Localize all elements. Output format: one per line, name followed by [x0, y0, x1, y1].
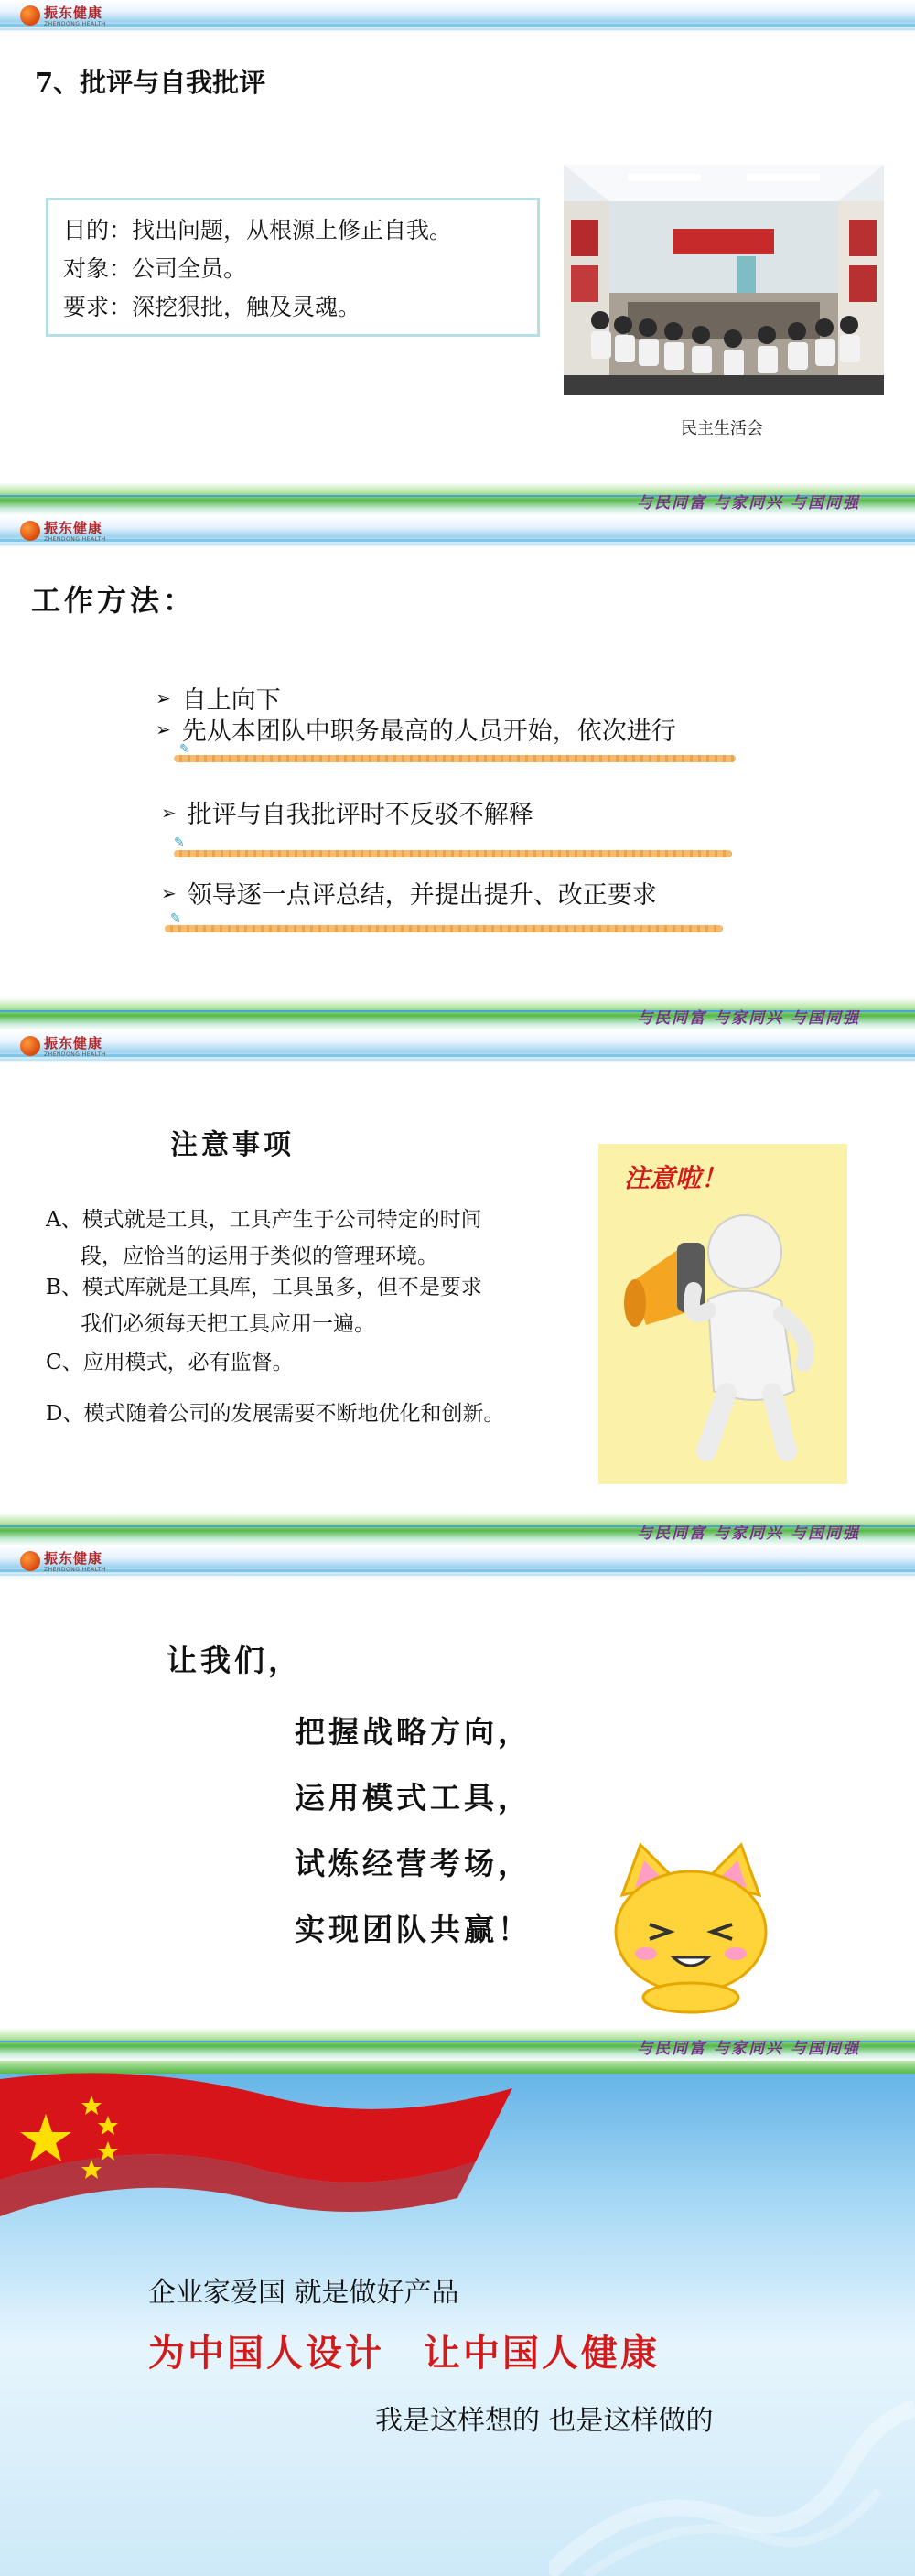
logo-icon: [20, 1551, 40, 1571]
highlight-underline: [165, 925, 723, 932]
attention-illustration: [598, 1144, 847, 1484]
photo-caption: 民主生活会: [681, 419, 763, 438]
method-item: ➢ 领导逐一点评总结，并提出提升、改正要求: [161, 881, 657, 910]
requirement-text: 要求：深挖狠批，触及灵魂。: [63, 294, 361, 320]
method-item: ➢ 批评与自我批评时不反驳不解释: [161, 801, 533, 829]
top-banner: [0, 1546, 915, 1579]
slogan: 与民同富 与家同兴 与国同强: [637, 1525, 860, 1543]
slogan: 与民同富 与家同兴 与国同强: [637, 1009, 860, 1028]
logo-icon: [20, 1036, 40, 1056]
motto-line: 运用模式工具，: [295, 1780, 532, 1816]
top-banner: [0, 1030, 915, 1063]
slide-work-method: [0, 515, 915, 1030]
slogan: 与民同富 与家同兴 与国同强: [637, 494, 860, 512]
note-item: A、模式就是工具，工具产生于公司特定的时间: [46, 1208, 482, 1232]
great-wall-watermark: [549, 2354, 915, 2576]
paperclip-icon: ✎: [174, 835, 185, 850]
page-title: 7、批评与自我批评: [35, 67, 266, 98]
note-item-continued: 段，应恰当的运用于类似的管理环境。: [81, 1245, 438, 1268]
paperclip-icon: ✎: [170, 911, 181, 926]
highlight-underline: [174, 755, 736, 762]
logo-icon: [20, 521, 40, 541]
bottom-banner: [0, 997, 915, 1030]
top-banner: [0, 0, 915, 33]
national-flag: [0, 2061, 531, 2253]
company-logo: 振东健康 ZHENDONG HEALTH: [20, 5, 106, 26]
cartoon-cat-icon: [604, 1840, 778, 2014]
patriotic-line: 我是这样想的 也是这样做的: [375, 2405, 714, 2437]
target-text: 对象：公司全员。: [63, 255, 247, 282]
top-banner: [0, 515, 915, 548]
bottom-banner: [0, 2028, 915, 2061]
slide-notes: [0, 1030, 915, 1546]
note-item: C、应用模式，必有监督。: [46, 1351, 294, 1374]
purpose-text: 目的：找出问题，从根源上修正自我。: [63, 217, 453, 243]
note-item: B、模式库就是工具库，工具虽多，但不是要求: [46, 1276, 482, 1299]
section-title: 工作方法：: [31, 583, 197, 618]
note-item-continued: 我们必须每天把工具应用一遍。: [81, 1312, 375, 1336]
motto-line: 把握战略方向，: [295, 1714, 532, 1750]
slide-closing-motto: [0, 1546, 915, 2061]
logo-icon: [20, 5, 40, 26]
summary-box: [46, 198, 540, 337]
meeting-photo: [564, 165, 884, 395]
company-logo: 振东健康 ZHENDONG HEALTH: [20, 1551, 106, 1571]
method-item: ➢ 自上向下: [156, 686, 281, 715]
slide-patriotic-ending: [0, 2061, 915, 2576]
slide-criticism: [0, 0, 915, 515]
attention-label: 注意啦！: [624, 1163, 727, 1193]
method-item: ➢ 先从本团队中职务最高的人员开始，依次进行: [156, 717, 676, 746]
motto-line: 试炼经营考场，: [295, 1846, 532, 1881]
patriotic-line: 企业家爱国 就是做好产品: [148, 2277, 459, 2309]
bottom-banner: [0, 482, 915, 515]
motto-line: 实现团队共赢！: [295, 1912, 532, 1947]
section-title: 注意事项: [170, 1129, 295, 1161]
company-logo: 振东健康 ZHENDONG HEALTH: [20, 521, 106, 541]
company-logo: 振东健康 ZHENDONG HEALTH: [20, 1036, 106, 1056]
slogan: 与民同富 与家同兴 与国同强: [637, 2040, 860, 2058]
highlight-underline: [174, 850, 732, 857]
arrow-bullet-icon: ➢: [156, 686, 171, 709]
paperclip-icon: ✎: [179, 742, 190, 757]
motto-line: 让我们，: [167, 1643, 302, 1678]
arrow-bullet-icon: ➢: [156, 717, 171, 740]
arrow-bullet-icon: ➢: [161, 801, 177, 824]
bottom-banner: [0, 1513, 915, 1546]
patriotic-headline: 为中国人设计 让中国人健康: [148, 2332, 660, 2375]
arrow-bullet-icon: ➢: [161, 881, 177, 904]
note-item: D、模式随着公司的发展需要不断地优化和创新。: [46, 1402, 505, 1426]
